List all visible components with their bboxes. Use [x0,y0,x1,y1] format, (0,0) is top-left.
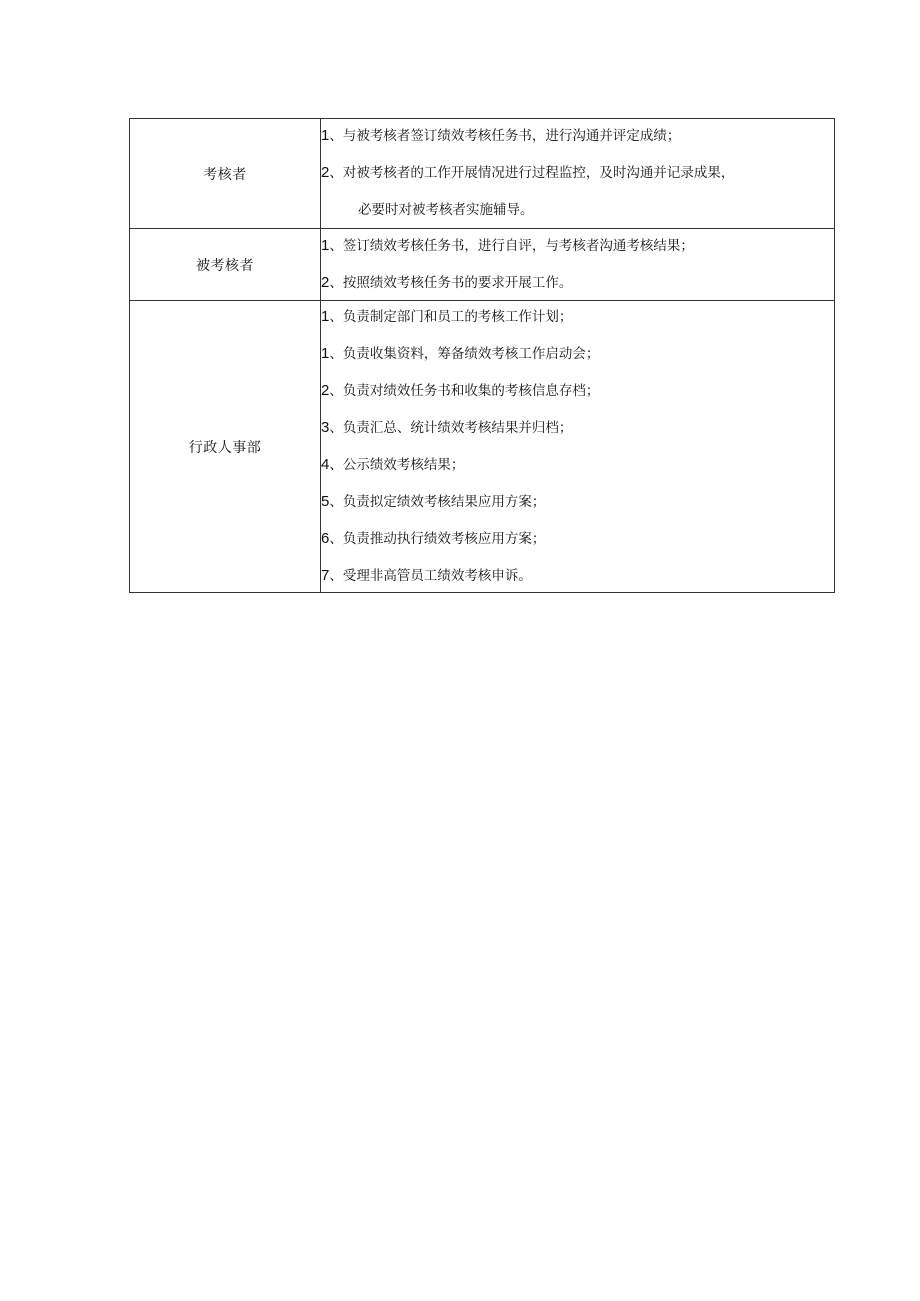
duty-item-continuation [321,201,834,219]
duty-text: 、受理非高管员工绩效考核申诉。 [329,567,532,584]
duty-text: 、负责收集资料，筹备绩效考核工作启动会； [329,345,600,362]
duty-item [321,567,834,585]
duty-number: 6 [321,529,330,547]
duty-number: 7 [321,566,330,584]
table-row [130,119,835,229]
role-label: 被考核者 [196,257,254,274]
role-label: 考核者 [203,166,247,183]
duty-text: 、对被考核者的工作开展情况进行过程监控，及时沟通并记录成果， [329,165,735,181]
duty-text: 、公示绩效考核结果； [329,456,465,473]
duty-cell [321,119,835,229]
duty-number: 4 [321,455,330,473]
duty-number: 5 [321,492,330,510]
duty-item [321,164,834,182]
duty-item [321,419,834,437]
duty-item [321,493,834,511]
duty-number: 2 [321,381,330,399]
duty-number: 1 [321,307,330,325]
role-cell [130,119,321,229]
duty-text: 、负责制定部门和员工的考核工作计划； [329,308,573,325]
duty-number: 1 [321,344,330,362]
duty-item [321,127,834,145]
duty-cell [321,229,835,301]
duty-item [321,530,834,548]
role-cell [130,301,321,593]
duty-number: 2 [321,273,330,291]
duty-number: 3 [321,418,330,436]
duty-number: 2 [321,164,330,181]
duty-item [321,345,834,363]
duty-item [321,274,834,292]
duty-text: 、负责对绩效任务书和收集的考核信息存档； [329,382,600,399]
duty-text: 、签订绩效考核任务书，进行自评，与考核者沟通考核结果； [329,237,694,254]
table-row [130,229,835,301]
duty-text: 必要时对被考核者实施辅导。 [358,202,534,218]
table-row [130,301,835,593]
duty-item [321,237,834,255]
duty-text: 、负责推动执行绩效考核应用方案； [329,530,546,547]
duty-item [321,308,834,326]
duty-number: 1 [321,236,330,254]
duty-number: 1 [321,127,330,144]
duty-item [321,382,834,400]
duty-cell [321,301,835,593]
duty-text: 、负责拟定绩效考核结果应用方案； [329,493,546,510]
duty-text: 、按照绩效考核任务书的要求开展工作。 [329,274,573,291]
responsibility-table [129,118,835,593]
role-cell [130,229,321,301]
role-label: 行政人事部 [188,439,262,456]
duty-item [321,456,834,474]
duty-text: 、与被考核者签订绩效考核任务书，进行沟通并评定成绩； [329,128,681,144]
duty-text: 、负责汇总、统计绩效考核结果并归档； [329,419,573,436]
